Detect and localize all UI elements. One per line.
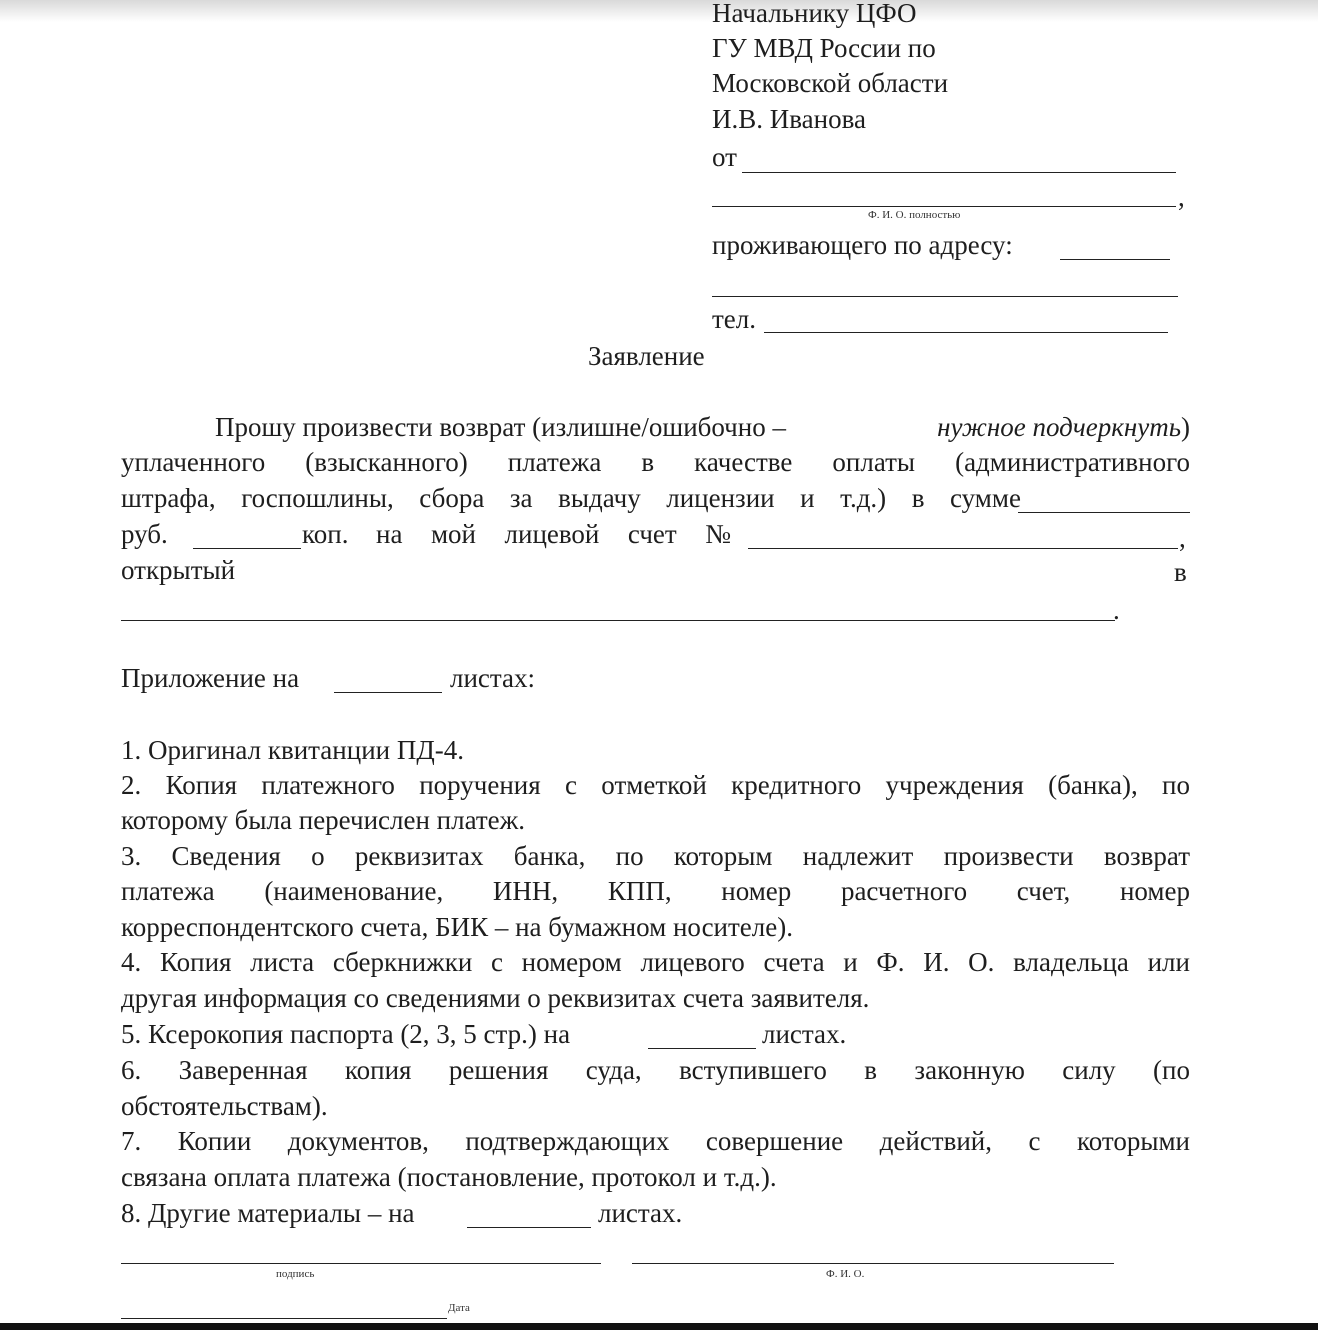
body-word: уплаченного	[121, 447, 266, 477]
list-item: 4. Копия листа сберкнижки с номером лицевого счета и Ф. И. О. владельца или	[121, 947, 1190, 977]
body-line-1-start: Прошу произвести возврат (излишне/ошибочно –	[215, 412, 786, 442]
body-word: сумме	[950, 483, 1021, 513]
body-line-1	[215, 410, 1190, 444]
list-item: обстоятельствам).	[121, 1091, 328, 1121]
body-word: платежа	[507, 447, 602, 477]
list-item: корреспондентского счета, БИК – на бумажном носителе).	[121, 912, 793, 942]
body-word: оплаты	[832, 447, 916, 477]
date-caption: Дата	[448, 1302, 470, 1314]
body-line-1-italic: нужное подчеркнуть	[937, 412, 1181, 442]
account-words	[376, 517, 731, 551]
body-line-1-end: )	[1181, 412, 1190, 442]
body-word: и	[800, 483, 815, 513]
list-item: 2. Копия платежного поручения с отметкой кредитного учреждения (банка), по	[121, 770, 1190, 800]
list-item-suffix: листах.	[598, 1198, 683, 1228]
body-line-3	[121, 481, 1021, 515]
body-line-2	[121, 445, 1190, 479]
opened-label: открытый	[121, 555, 236, 585]
other-sheets-blank-line	[467, 1227, 591, 1228]
signature-fio-caption: Ф. И. О.	[826, 1268, 865, 1280]
list-item: 1. Оригинал квитанции ПД-4.	[121, 735, 464, 765]
body-word: №	[705, 519, 731, 549]
from-blank-line	[742, 172, 1176, 173]
fio-caption: Ф. И. О. полностью	[868, 209, 961, 221]
body-word: за	[509, 483, 533, 513]
body-word: госпошлины,	[241, 483, 394, 513]
signature-blank-line	[121, 1263, 601, 1264]
rub-label: руб.	[121, 519, 168, 549]
from-label: от	[712, 142, 737, 172]
list-item: 6. Заверенная копия решения суда, вступившего в законную силу (по	[121, 1055, 1190, 1085]
body-word: на	[376, 519, 403, 549]
list-item-suffix: листах.	[762, 1019, 847, 1049]
body-word: штрафа,	[121, 483, 216, 513]
fio-blank-line	[712, 206, 1176, 207]
body-word: мой	[430, 519, 476, 549]
phone-label: тел.	[712, 304, 757, 334]
passport-sheets-blank-line	[648, 1048, 756, 1049]
attachment-sheets-blank-line	[334, 692, 442, 693]
list-item: 8. Другие материалы – на	[121, 1198, 415, 1228]
body-word: выдачу	[558, 483, 641, 513]
body-word: (взысканного)	[305, 447, 468, 477]
list-item: 5. Ксерокопия паспорта (2, 3, 5 стр.) на	[121, 1019, 571, 1049]
amount-kop-blank-line	[193, 548, 301, 549]
attachment-label-start: Приложение на	[121, 663, 300, 693]
account-comma: ,	[1179, 523, 1186, 553]
window-bottom-edge	[0, 1323, 1318, 1330]
recipient-line-2: ГУ МВД России по	[712, 33, 936, 63]
list-item: другая информация со сведениями о реквизитах счета заявителя.	[121, 983, 870, 1013]
list-item: связана оплата платежа (постановление, протокол и т.д.).	[121, 1162, 777, 1192]
signature-caption: подпись	[276, 1268, 315, 1280]
address-blank-line-2	[712, 296, 1178, 297]
phone-blank-line	[764, 332, 1168, 333]
address-label: проживающего по адресу:	[712, 230, 1013, 260]
opened-in-label: в	[1174, 557, 1187, 587]
list-item: которому была перечислен платеж.	[121, 805, 526, 835]
recipient-line-3: Московской области	[712, 68, 949, 98]
account-number-blank-line	[748, 548, 1178, 549]
body-word: т.д.)	[840, 483, 887, 513]
amount-rub-blank-line	[1018, 512, 1190, 513]
body-word: в	[911, 483, 925, 513]
body-word: лицензии	[666, 483, 775, 513]
recipient-line-1: Начальнику ЦФО	[712, 0, 917, 28]
bank-blank-line	[121, 620, 1115, 621]
list-item: платежа (наименование, ИНН, КПП, номер расчетного счет, номер	[121, 876, 1190, 906]
body-word: (административного	[955, 447, 1190, 477]
kop-label: коп.	[302, 519, 349, 549]
list-item: 7. Копии документов, подтверждающих совершение действий, с которыми	[121, 1126, 1190, 1156]
body-word: сбора	[419, 483, 485, 513]
signature-fio-blank-line	[632, 1263, 1114, 1264]
date-blank-line	[121, 1318, 447, 1319]
bank-line-period: .	[1113, 595, 1120, 625]
recipient-line-4: И.В. Иванова	[712, 104, 866, 134]
fio-comma: ,	[1178, 182, 1185, 212]
body-word: качестве	[694, 447, 793, 477]
address-blank-line	[1060, 259, 1170, 260]
body-word: счет	[627, 519, 677, 549]
document-title: Заявление	[588, 341, 705, 371]
window-top-edge	[0, 0, 1318, 22]
list-item: 3. Сведения о реквизитах банка, по которым надлежит произвести возврат	[121, 841, 1190, 871]
body-word: лицевой	[504, 519, 600, 549]
body-word: в	[641, 447, 655, 477]
attachment-label-end: листах:	[450, 663, 536, 693]
